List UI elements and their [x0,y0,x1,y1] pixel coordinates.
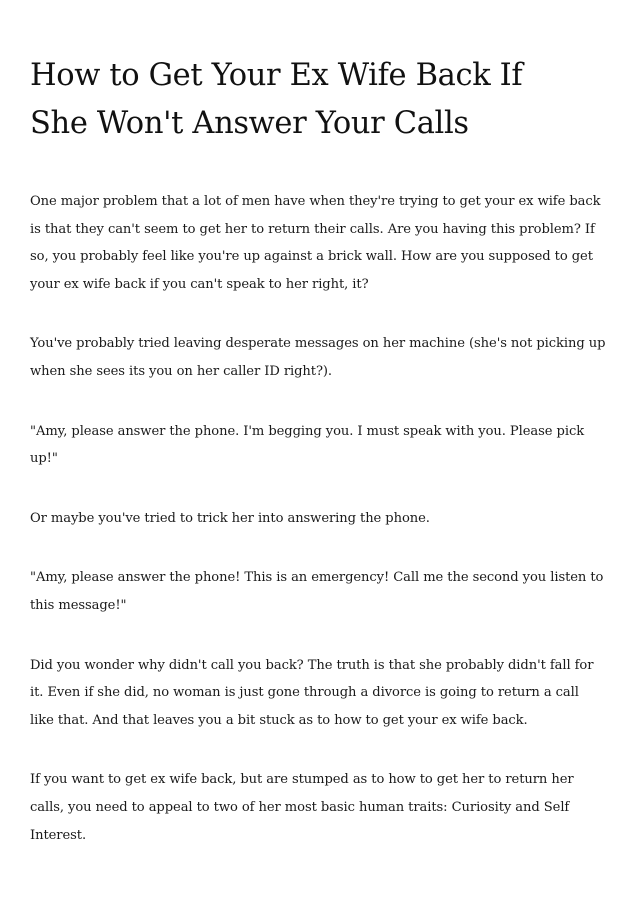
paragraph [30,564,608,619]
paragraph-line: "Amy, please answer the phone! This is an emergency! Call me the second you listen to [30,570,604,586]
paragraph-line: is that they can't seem to get her to return their calls. Are you having this problem? If [30,221,595,237]
title-line: She Won't Answer Your Calls [30,106,469,141]
document-page [30,52,608,881]
paragraph [30,188,608,298]
paragraph-line: when she sees its you on her caller ID right?). [30,363,333,379]
paragraph [30,652,608,735]
paragraph-line: calls, you need to appeal to two of her most basic human traits: Curiosity and Self [30,799,570,815]
paragraph [30,418,608,473]
paragraph [30,505,608,533]
paragraph-line: One major problem that a lot of men have when they're trying to get your ex wife back [30,194,601,209]
paragraph-line: Or maybe you've tried to trick her into answering the phone. [30,510,430,526]
page-title [30,52,608,148]
paragraph-line: your ex wife back if you can't speak to her right, it? [30,276,369,292]
paragraph-line: up!" [30,451,58,467]
paragraph-line: so, you probably feel like you're up against a brick wall. How are you supposed to get [30,249,593,265]
paragraph-line: If you want to get ex wife back, but are stumped as to how to get her to return her [30,772,574,788]
paragraph [30,766,608,849]
paragraph-line: "Amy, please answer the phone. I'm begging you. I must speak with you. Please pick [30,423,585,439]
paragraph-line: Did you wonder why didn't call you back? The truth is that she probably didn't fall for [30,657,594,673]
paragraph-line: like that. And that leaves you a bit stuck as to how to get your ex wife back. [30,712,528,728]
paragraph-line: it. Even if she did, no woman is just gone through a divorce is going to return a call [30,685,579,701]
paragraph [30,330,608,385]
paragraph-line: this message!" [30,597,127,613]
paragraph-line: You've probably tried leaving desperate messages on her machine (she's not picking up [30,336,606,352]
title-line: How to Get Your Ex Wife Back If [30,58,523,93]
paragraph-line: Interest. [30,827,87,843]
